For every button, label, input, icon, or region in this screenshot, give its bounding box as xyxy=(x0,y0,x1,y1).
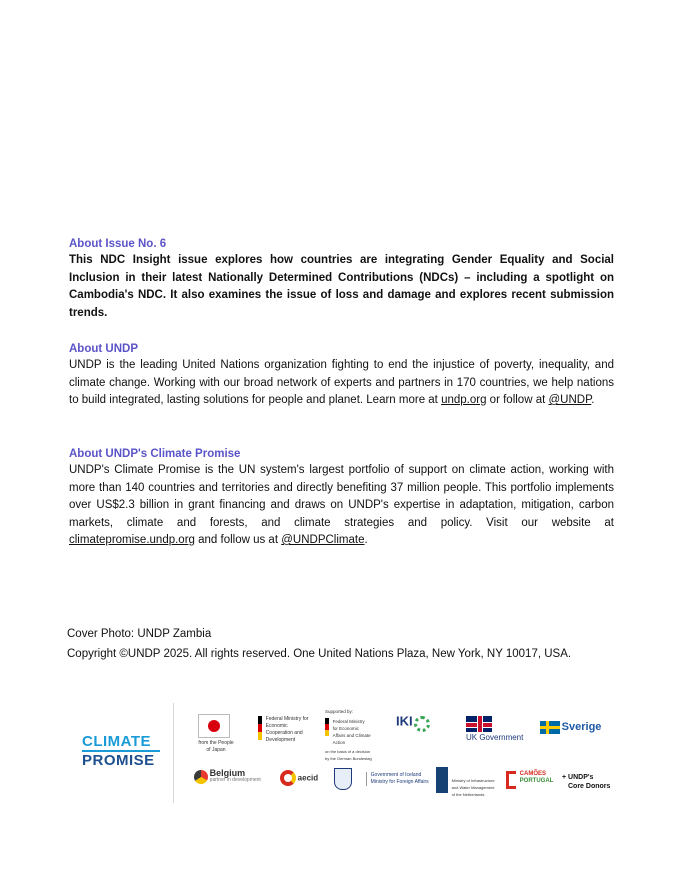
copyright-line: Copyright ©UNDP 2025. All rights reserved. One United Nations Plaza, New York, NY 10017, USA. xyxy=(67,648,572,660)
netherlands-logo xyxy=(436,767,496,798)
belgium-text: Belgium xyxy=(209,768,246,778)
germany-bmwk-top-text: Supported by: xyxy=(325,709,354,714)
about-undp-body xyxy=(69,357,614,410)
aecid-text: aecid xyxy=(297,773,319,783)
japan-flag-icon xyxy=(198,714,230,738)
germany-bmwk-bottom-text: on the basis of a decision by the German Bundestag xyxy=(325,749,372,761)
undp-handle-link[interactable]: @UNDP xyxy=(548,394,592,406)
logo-divider xyxy=(173,703,174,803)
cover-photo-credit: Cover Photo: UNDP Zambia xyxy=(67,628,212,640)
camoes-mark-icon xyxy=(506,771,516,789)
about-cp-text-end: . xyxy=(364,534,368,546)
belgium-sub-text: partner in development xyxy=(209,777,261,783)
about-climate-promise-section xyxy=(69,446,614,550)
belgium-logo xyxy=(194,770,261,784)
about-undp-text-mid: or follow at xyxy=(486,394,549,406)
germany-bmz-text: Federal Ministry for Economic Cooperation and Development xyxy=(265,716,309,743)
german-flag-icon xyxy=(258,716,262,740)
german-flag-icon-2 xyxy=(325,718,329,736)
about-undp-text-end: . xyxy=(591,394,595,406)
iki-text: IKI xyxy=(396,713,413,729)
undp-climate-handle-link[interactable]: @UNDPClimate xyxy=(281,534,365,546)
about-climate-promise-heading: About UNDP's Climate Promise xyxy=(69,448,241,460)
belgium-mark-icon xyxy=(194,770,208,784)
germany-bmwk-logo xyxy=(325,708,375,762)
germany-bmwk-text: Federal Ministry for Economic Affairs and Climate Action xyxy=(332,719,371,745)
camoes-text: CAMÕES xyxy=(519,771,547,777)
uk-government-logo xyxy=(466,716,526,741)
about-undp-heading: About UNDP xyxy=(69,343,138,355)
sweden-logo xyxy=(540,721,601,734)
aecid-mark-icon xyxy=(280,770,296,786)
iceland-logo xyxy=(334,768,429,790)
japan-logo xyxy=(198,714,240,754)
portugal-camoes-logo xyxy=(506,771,558,789)
about-climate-promise-body xyxy=(69,462,614,550)
about-cp-text-mid: and follow us at xyxy=(194,534,282,546)
climate-promise-word-promise: PROMISE xyxy=(82,752,155,769)
core-donors-line2: Core Donors xyxy=(568,783,611,790)
uk-government-text: UK Government xyxy=(466,733,524,742)
aecid-logo xyxy=(280,770,318,786)
climate-promise-logo xyxy=(82,733,160,769)
climatepromise-link[interactable]: climatepromise.undp.org xyxy=(69,534,195,546)
netherlands-text: Ministry of Infrastructure and Water Management of the Netherlands xyxy=(451,778,495,797)
iceland-crest-icon xyxy=(334,768,352,790)
japan-logo-text: from the People of Japan xyxy=(198,740,234,753)
iceland-sub-text: Ministry for Foreign Affairs xyxy=(370,779,429,785)
portugal-text: PORTUGAL xyxy=(519,778,554,784)
germany-bmz-logo xyxy=(258,716,318,744)
about-issue-heading: About Issue No. 6 xyxy=(69,238,167,250)
about-undp-text: UNDP is the leading United Nations organization fighting to end the injustice of poverty, inequality, and climate change. Working with our broad network of experts and partners in 170 countries, we help nations to build integrated, lasting solutions for people and planet. Learn more at xyxy=(69,359,614,406)
sweden-flag-icon xyxy=(540,721,560,734)
climate-promise-word-climate: CLIMATE xyxy=(82,733,152,750)
iki-circle-icon xyxy=(414,716,430,732)
undp-org-link[interactable]: undp.org xyxy=(441,394,487,406)
core-donors-label xyxy=(562,773,610,791)
about-undp-section xyxy=(69,341,614,410)
about-issue-body: This NDC Insight issue explores how countries are integrating Gender Equality and Social Inclusion in their latest Nationally Determined Contributions (NDCs) – including a spotlight on Cambodia's NDC. It also examines the issue of loss and damage and explores recent submission trends. xyxy=(69,254,614,319)
sweden-text: Sverige xyxy=(561,721,602,733)
iki-logo xyxy=(396,713,430,732)
iceland-text: Government of Iceland xyxy=(370,772,422,778)
netherlands-bar-icon xyxy=(436,767,448,793)
core-donors-line1: + UNDP's xyxy=(562,774,594,781)
about-cp-text: UNDP's Climate Promise is the UN system's largest portfolio of support on climate action, working with more than 140 countries and territories and directly benefiting 37 million people. This portfolio implements over US$2.3 billion in grant financing and draws on UNDP's expertise in adaptation, mitigation, carbon markets, climate and forests, and climate strategies and policy. Visit our website at xyxy=(69,464,614,529)
about-issue-section xyxy=(69,236,614,322)
uk-flag-icon xyxy=(466,716,492,732)
